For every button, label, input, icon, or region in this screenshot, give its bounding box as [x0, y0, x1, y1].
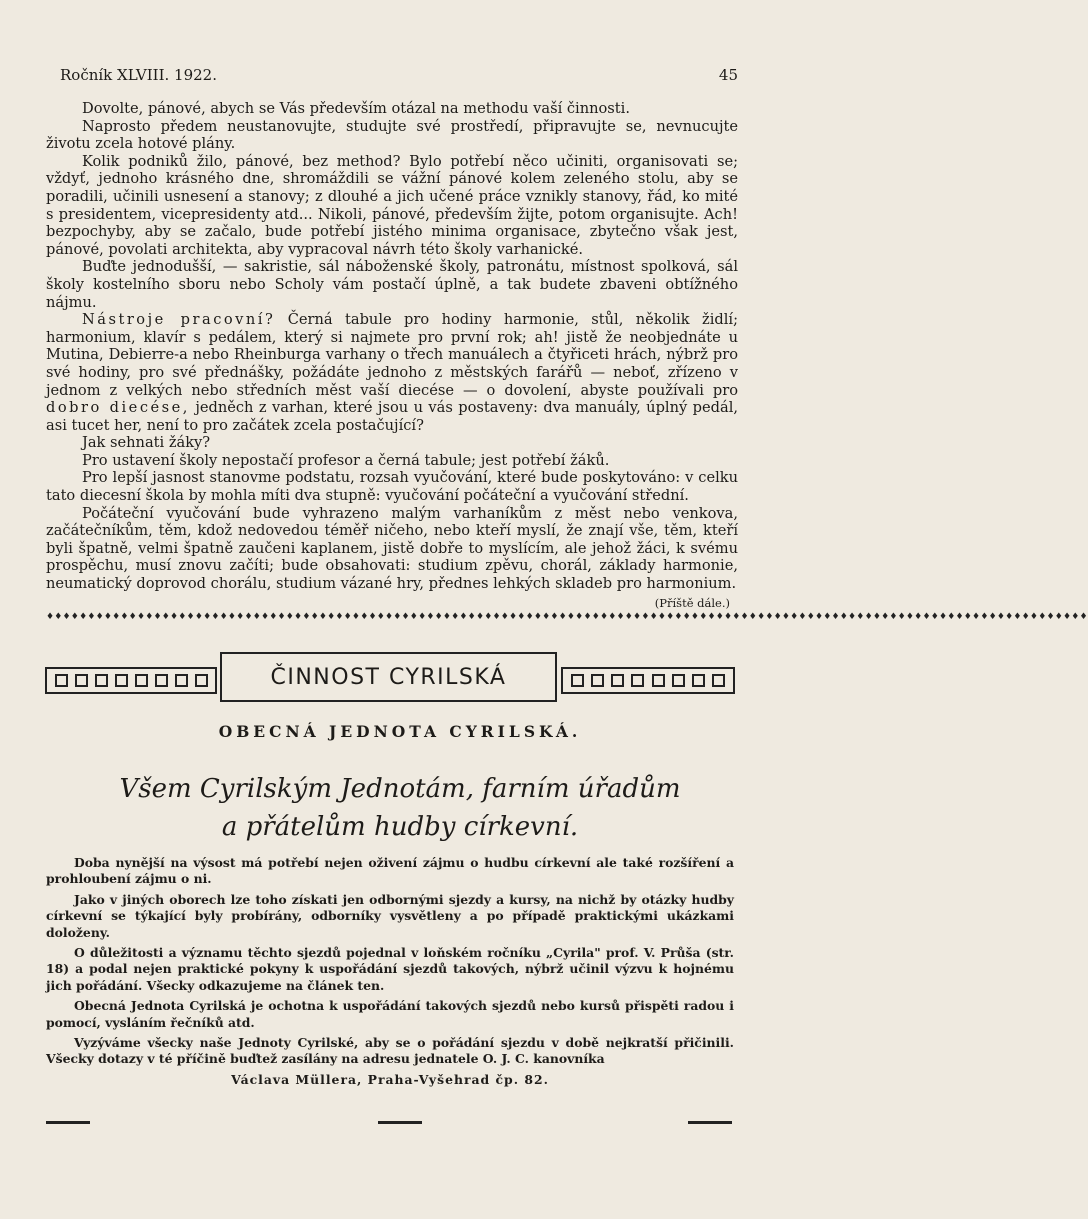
greeting-line: Všem Cyrilským Jednotám, farním úřadům	[119, 774, 681, 804]
ornament-bar-left	[45, 667, 217, 694]
square-ornament	[95, 674, 108, 687]
square-ornament	[672, 674, 685, 687]
end-mark	[378, 1121, 422, 1124]
square-ornament	[611, 674, 624, 687]
square-ornament	[591, 674, 604, 687]
article-continuation	[46, 100, 738, 612]
paragraph: Obecná Jednota Cyrilská je ochotna k uspořádání takových sjezdů nebo kursů přispěti radou i pomocí, vysláním řečníků atd.	[46, 998, 734, 1030]
paragraph: Jako v jiných oborech lze toho získati jen odbornými sjezdy a kursy, na nichž by otázky hudby církevní se týkající byly probírány, odborníky vysvětleny a po případě praktickými ukázkami doloženy.	[46, 891, 734, 940]
square-ornament	[115, 674, 128, 687]
paragraph: Dovolte, pánové, abych se Vás především otázal na methodu vaší činnosti.	[82, 100, 630, 117]
paragraph: Doba nynější na výsost má potřebí nejen oživení zájmu o hudbu církevní ale také rozšíření a prohloubení zájmu o ni.	[46, 855, 734, 887]
journal-volume: Ročník XLVIII. 1922.	[60, 66, 217, 84]
section-subtitle: OBECNÁ JEDNOTA CYRILSKÁ.	[218, 722, 582, 741]
section-title: ČINNOST CYRILSKÁ	[220, 652, 557, 702]
text: Černá tabule pro hodiny harmonie, stůl, několik židlí; harmonium, klavír s pedálem, který si najmete pro první rok; ah! jistě že neobjednáte u Mutina, Debierre-a nebo Rheinburga varhany o třech manuálech a čtyřiceti hrách, nýbrž pro své hodiny, pro své přednášky, požádáte jednoho z městských farářů — neboť, zřízeno v jednom z velkých nebo středních měst vaší diecése — o dovolení, abyste používali pro	[46, 311, 738, 399]
paragraph: Počáteční vyučování bude vyhrazeno malým varhaníkům z měst nebo venkova, začátečníkům, těm, kdož nedovedou téměř ničeho, nebo kteří myslí, že znají vše, těm, kteří byli špatně, velmi špatně zaučeni kaplanem, jistě dobře to myslícím, ale jehož žáci, k svému prospěchu, musí znovu začíti; bude obsahovati: studium zpěvu, chorál, základy harmonie, neumatický doprovod chorálu, studium vázané hry, přednes lehkých skladeb pro harmonium.	[46, 504, 738, 593]
paragraph: Jak sehnati žáky?	[82, 434, 211, 452]
paragraph: Buďte jednodušší, — sakristie, sál náboženské školy, patronátu, místnost spolková, sál školy kostelního sboru nebo Scholy vám postačí úplně, a tak budete zbaveni obtížného nájmu.	[46, 258, 738, 311]
square-ornament	[155, 674, 168, 687]
end-mark	[46, 1121, 90, 1124]
paragraph: Pro lepší jasnost stanovme podstatu, rozsah vyučování, které bude poskytováno: v celku tato diecesní škola by mohla míti dva stupně: vyučování počáteční a vyučování střední.	[46, 469, 738, 505]
announcement-body	[46, 855, 734, 1088]
page-number: 45	[718, 66, 738, 84]
square-ornament	[195, 674, 208, 687]
greeting-heading	[60, 770, 740, 846]
ornamental-divider: ♦♦♦♦♦♦♦♦♦♦♦♦♦♦♦♦♦♦♦♦♦♦♦♦♦♦♦♦♦♦♦♦♦♦♦♦♦♦♦♦♦♦♦♦♦♦♦♦♦♦♦♦♦♦♦♦♦♦♦♦♦♦♦♦♦♦♦♦♦♦♦♦♦♦♦♦♦♦♦♦♦♦♦♦♦♦♦♦♦♦♦♦♦♦♦♦♦♦♦♦♦♦♦♦♦♦♦♦♦♦♦♦♦♦♦♦♦♦♦♦♦♦♦♦♦♦	[46, 612, 1088, 622]
paragraph: Pro ustavení školy nepostačí profesor a černá tabule; jest potřebí žáků.	[82, 451, 610, 469]
square-ornament	[75, 674, 88, 687]
square-ornament	[55, 674, 68, 687]
square-ornament	[712, 674, 725, 687]
greeting-line: a přátelům hudby církevní.	[221, 812, 579, 842]
square-ornament	[135, 674, 148, 687]
end-mark	[688, 1121, 732, 1124]
text: jedněch z varhan, které jsou u vás postaveny: dva manuály, úplný pedál, asi tucet her, není to pro začátek zcela postačující?	[46, 399, 738, 434]
ornament-bar-right	[561, 667, 735, 694]
contact-address: Václava Müllera, Praha-Vyšehrad čp. 82.	[231, 1071, 549, 1087]
running-header	[60, 66, 738, 86]
paragraph: Kolik podniků žilo, pánové, bez method? Bylo potřebí něco učiniti, organisovati se; vždyť, jednoho krásného dne, shromáždili se vážní pánové kolem zeleného stolu, aby se poradili, učinili usnesení a stanovy; z dlouhé a jich učené práce vznikly stanovy, řád, ko mité s presidentem, vicepresidenty atd... Nikoli, pánové, především žijte, potom organisujte. Ach! bezpochyby, aby se začalo, bude potřebí jistého minima organisace, zbytečno však jest, pánové, povolati architekta, aby vypracoval návrh této školy varhanické.	[46, 152, 738, 258]
paragraph: Vyzýváme všecky naše Jednoty Cyrilské, aby se o pořádání sjezdu v době nejkratší přičinili. Všecky dotazy v té příčině buďtež zasílány na adresu jednatele O. J. C. kanovníka	[46, 1035, 734, 1067]
continued-note: (Příště dále.)	[654, 595, 730, 610]
square-ornament	[175, 674, 188, 687]
paragraph	[46, 311, 738, 434]
square-ornament	[571, 674, 584, 687]
square-ornament	[631, 674, 644, 687]
emphasis: dobro diecése,	[46, 399, 190, 417]
square-ornament	[652, 674, 665, 687]
paragraph: Naprosto předem neustanovujte, studujte své prostředí, připravujte se, nevnucujte životu zcela hotové plány.	[46, 117, 738, 153]
emphasis: Nástroje pracovní?	[82, 311, 276, 329]
paragraph: O důležitosti a významu těchto sjezdů pojednal v loňském ročníku „Cyrila" prof. V. Průša (str. 18) a podal nejen praktické pokyny k uspořádání sjezdů takových, nýbrž učinil výzvu k hojnému jich pořádání. Všecky odkazujeme na článek ten.	[46, 945, 734, 993]
end-ornaments	[0, 1121, 800, 1131]
square-ornament	[692, 674, 705, 687]
